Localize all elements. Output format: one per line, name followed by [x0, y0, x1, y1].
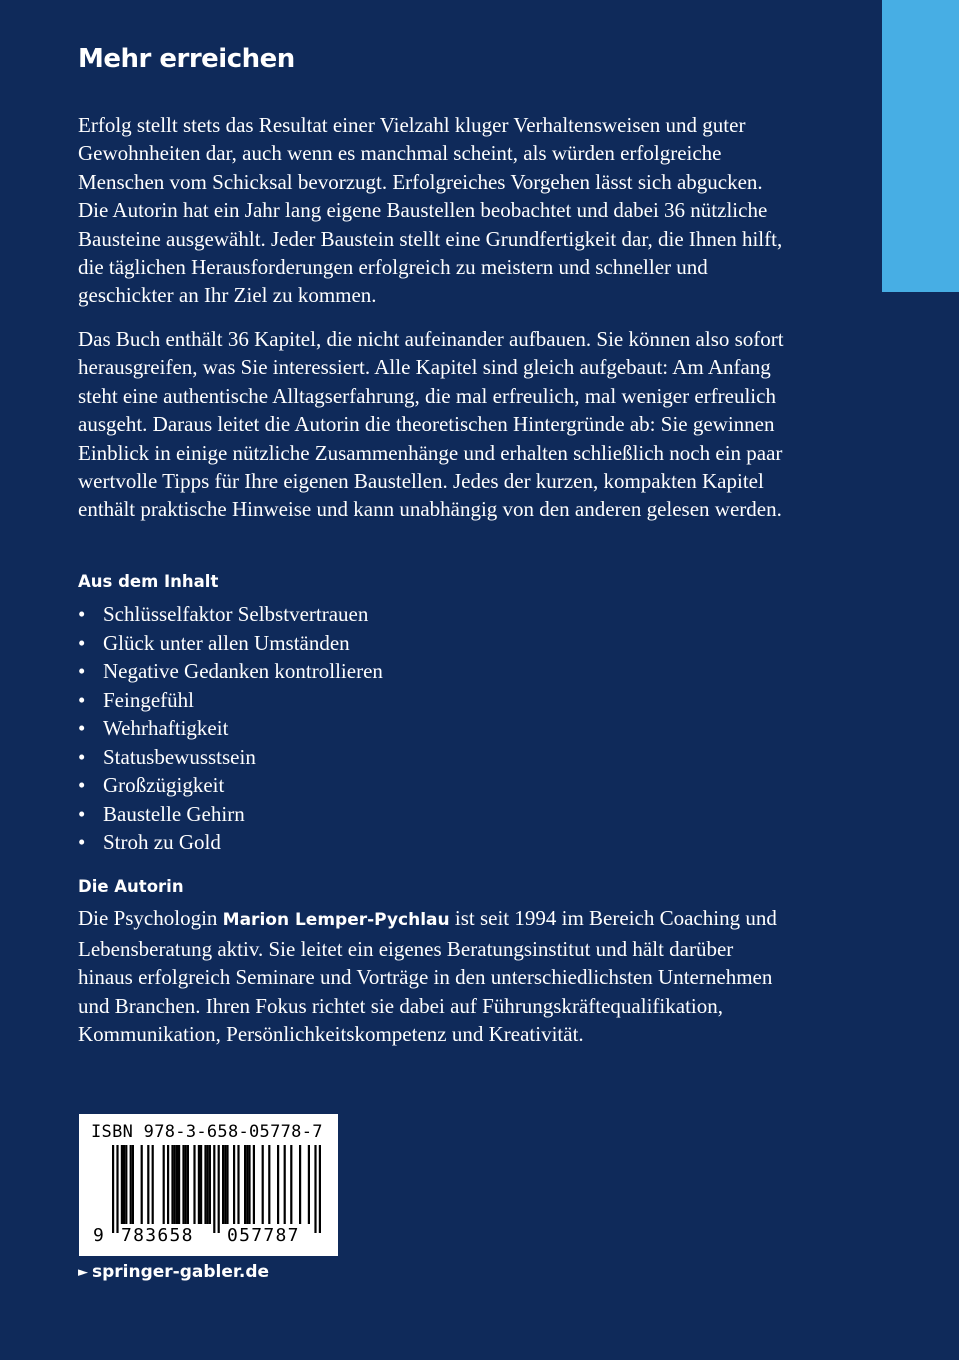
list-item-label: Schlüsselfaktor Selbstvertrauen [103, 602, 369, 626]
list-item [78, 828, 793, 857]
intro-paragraph-2: Das Buch enthält 36 Kapitel, die nicht aufeinander aufbauen. Sie können also sofort herausgreifen, was Sie interessiert. Alle Kapitel sind gleich aufgebaut: Am Anfang steht eine authentische Alltagserfahrung, die mal erfreulich, mal weniger erfreulich ausgeht. Daraus leitet die Autorin die theoretischen Hintergründe ab: Sie gewinnen Einblick in einige nützliche Zusammenhänge und erhalten schließlich noch ein paar wertvolle Tipps für Ihre eigenen Baustellen. Jedes der kurzen, kompakten Kapitel enthält praktische Hinweise und kann unabhängig von den anderen gelesen werden. [78, 327, 784, 522]
bullet-icon: • [78, 744, 86, 769]
list-item-label: Stroh zu Gold [103, 830, 221, 854]
author-bio-text: ist seit 1994 im Bereich Coaching und Lebensberatung aktiv. Sie leitet ein eigenes Beratungsinstitut und hält darüber hinaus erfolgreich Seminare und Vorträge in den unterschiedlichsten Unternehmen und Branchen. Ihren Fokus richtet sie dabei auf Führungskräftequalifikation, Kommunikation, Persönlichkeitskompetenz und Kreativität. [78, 906, 777, 1047]
publisher-url: springer-gabler.de [92, 1262, 270, 1282]
list-item-label: Großzügigkeit [103, 773, 225, 797]
ean-left-digits: 783658 [121, 1225, 194, 1246]
list-item-label: Baustelle Gehirn [103, 801, 245, 826]
list-item [78, 629, 793, 658]
list-item [78, 600, 793, 629]
list-item [78, 714, 793, 743]
list-item-label: Feingefühl [103, 687, 194, 712]
book-title: Mehr erreichen [78, 44, 295, 74]
isbn-label: ISBN 978-3-658-05778-7 [91, 1122, 323, 1142]
contents-list [78, 600, 793, 857]
list-item-label: Statusbewusstsein [103, 744, 256, 769]
list-item-label: Wehrhaftigkeit [103, 716, 229, 740]
bullet-icon: • [78, 716, 86, 740]
play-arrow-icon: ► [78, 1265, 88, 1280]
bullet-icon: • [78, 659, 86, 683]
list-item [78, 771, 793, 800]
publisher-link[interactable] [78, 1262, 269, 1282]
list-item [78, 800, 793, 829]
list-item-label: Glück unter allen Umständen [103, 630, 350, 655]
author-bio [78, 904, 793, 1049]
bullet-icon: • [78, 801, 86, 826]
ean-first-digit: 9 [93, 1225, 104, 1246]
bullet-icon: • [78, 602, 86, 626]
bullet-icon: • [78, 773, 86, 797]
bullet-icon: • [78, 687, 86, 712]
list-item-label: Negative Gedanken kontrollieren [103, 659, 383, 683]
author-heading: Die Autorin [78, 877, 184, 896]
bullet-icon: • [78, 630, 86, 655]
bullet-icon: • [78, 830, 86, 854]
list-item [78, 686, 793, 715]
intro-paragraph-1: Erfolg stellt stets das Resultat einer Vielzahl kluger Verhaltensweisen und guter Gewohnheiten dar, auch wenn es manchmal scheint, als würden erfolgreiche Menschen vom Schicksal bevorzugt. Erfolgreiches Vorgehen lässt sich abgucken. Die Autorin hat ein Jahr lang eigene Baustellen beobachtet und dabei 36 nützliche Bausteine ausgewählt. Jeder Baustein stellt eine Grundfertigkeit dar, die Ihnen hilft, die täglichen Herausforderungen erfolgreich zu meistern und schneller und geschickter an Ihr Ziel zu kommen. [78, 113, 783, 308]
ean-digits [79, 1114, 338, 1256]
ean-right-digits: 057787 [227, 1225, 300, 1246]
contents-heading: Aus dem Inhalt [78, 572, 219, 591]
list-item [78, 657, 793, 686]
author-name: Marion Lemper-Pychlau [222, 910, 450, 930]
author-bio-intro: Die Psychologin [78, 906, 223, 930]
isbn-barcode [79, 1114, 338, 1256]
accent-bar [882, 0, 959, 292]
list-item [78, 743, 793, 772]
